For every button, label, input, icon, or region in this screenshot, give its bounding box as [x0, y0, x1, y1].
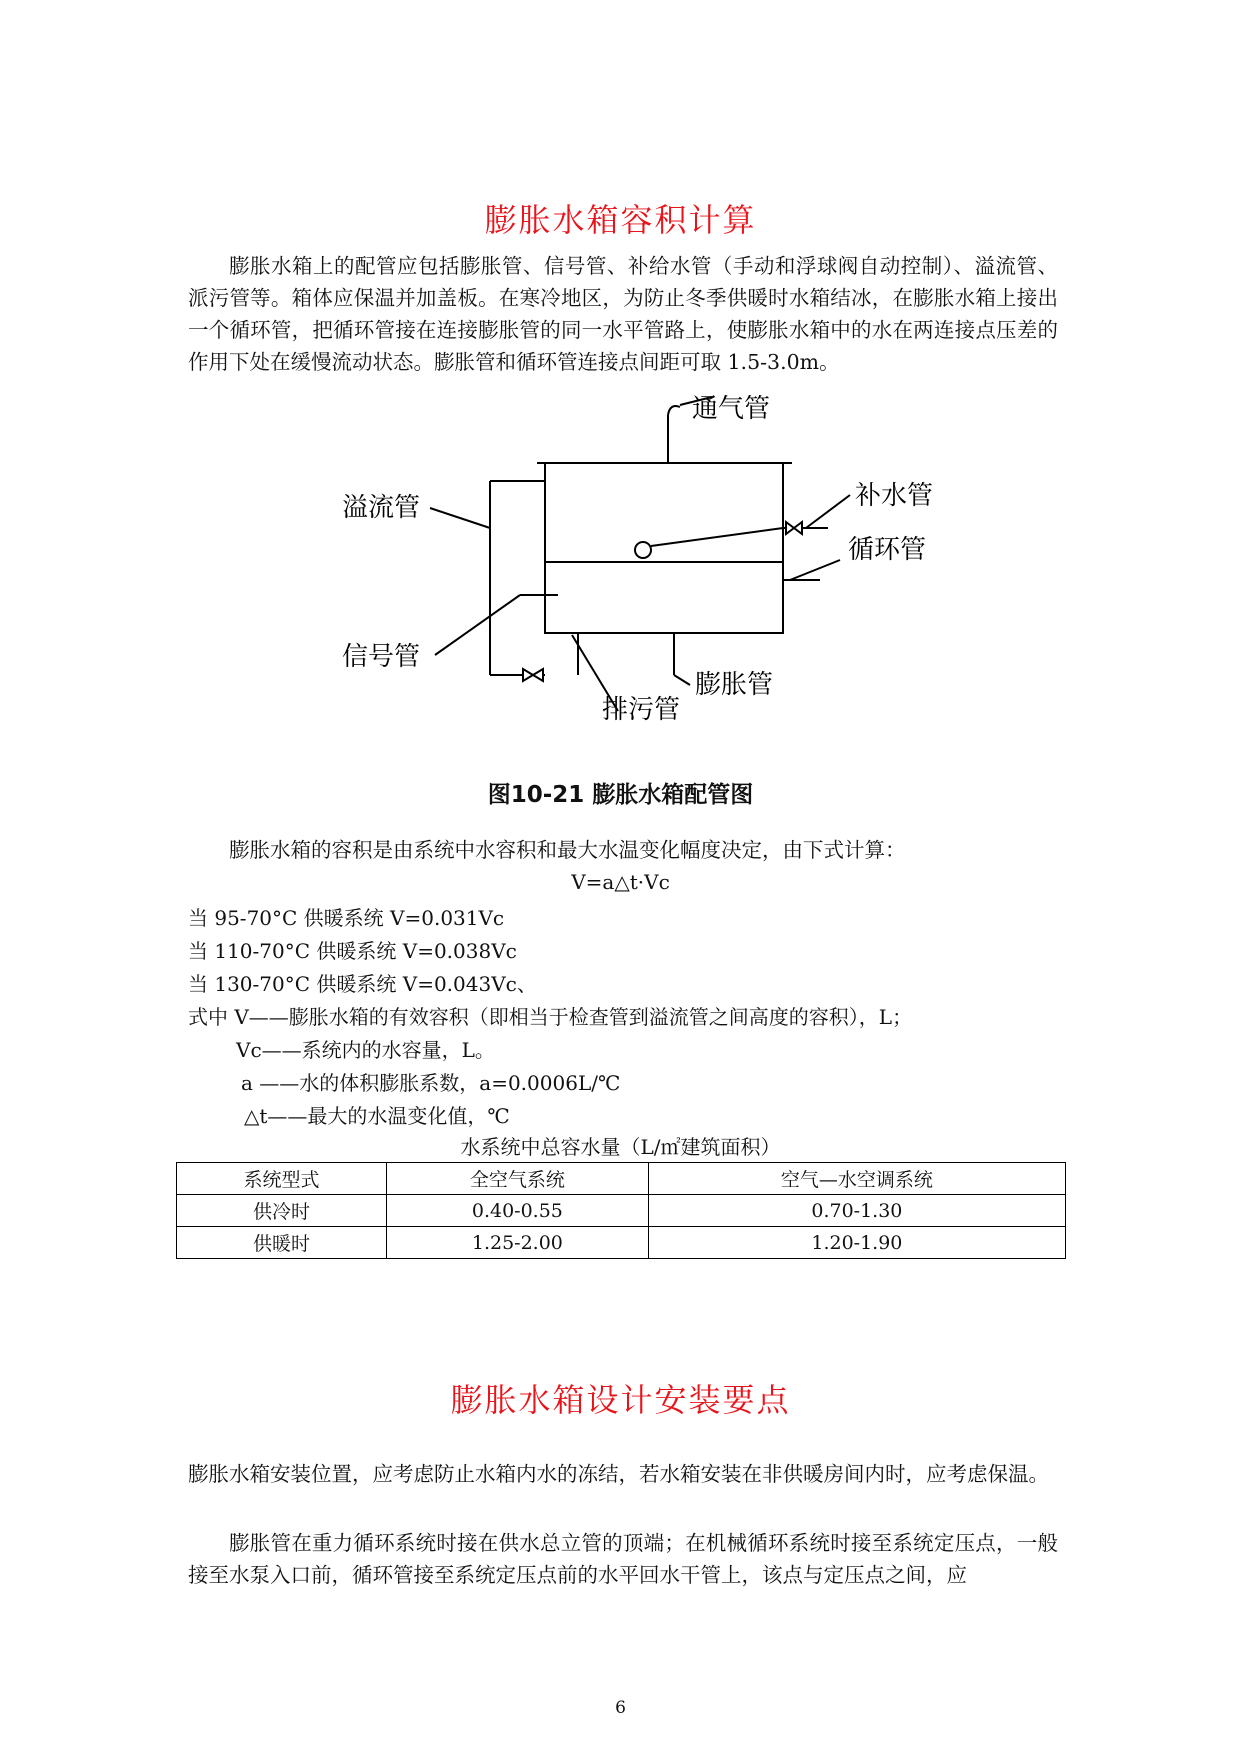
label-circulation-pipe: 循环管: [848, 535, 927, 565]
formula: V=a△t·Vc: [571, 870, 670, 894]
install-paragraph: 膨胀管在重力循环系统时接在供水总立管的顶端；在机械循环系统时接至系统定压点，一般接至水泵入口前，循环管接至系统定压点前的水平回水干管上，该点与定压点之间，应: [188, 1531, 1058, 1587]
label-expansion-pipe: 膨胀管: [695, 670, 774, 700]
case-line: 当 110-70°C 供暖系统 V=0.038Vc: [188, 939, 517, 963]
figure-caption: 图10-21 膨胀水箱配管图: [487, 782, 754, 808]
float-ball: [635, 542, 651, 558]
intro-paragraph: 膨胀水箱上的配管应包括膨胀管、信号管、补给水管（手动和浮球阀自动控制）、溢流管、派污管等。箱体应保温并加盖板。在寒冷地区，为防止冬季供暖时水箱结冰，在膨胀水箱上接出一个循环管，把循环管接在连接膨胀管的同一水平管路上，使膨胀水箱中的水在两连接点压差的作用下处在缓慢流动状态。膨胀管和循环管连接点间距可取 1.5-3.0m。: [188, 254, 1058, 374]
overflow-leader: [430, 508, 490, 528]
water-volume-table: [176, 1162, 1066, 1259]
expansion-tank-piping-diagram: [320, 395, 960, 725]
makeup-leader: [806, 495, 850, 528]
label-vent-pipe: 通气管: [692, 395, 771, 424]
install-paragraph: 膨胀水箱安装位置，应考虑防止水箱内水的冻结，若水箱安装在非供暖房间内时，应考虑保温。: [188, 1462, 1049, 1486]
label-drain-pipe: 排污管: [602, 695, 681, 725]
tank-body: [545, 463, 783, 633]
makeup-pipe-inner: [651, 528, 783, 546]
page-number: 6: [615, 1698, 626, 1718]
table-header-row: [177, 1163, 1066, 1195]
table-cell: 供暖时: [177, 1227, 387, 1259]
table-cell: 0.40-0.55: [386, 1195, 648, 1227]
calc-intro: 膨胀水箱的容积是由系统中水容积和最大水温变化幅度决定，由下式计算：: [229, 838, 906, 862]
vent-hook: [668, 406, 680, 415]
expansion-leader: [674, 675, 690, 685]
table-row: [177, 1227, 1066, 1259]
table-cell: 供冷时: [177, 1195, 387, 1227]
label-overflow-pipe: 溢流管: [342, 493, 421, 523]
makeup-valve: [786, 522, 802, 534]
label-signal-pipe: 信号管: [342, 642, 421, 672]
case-line: 当 130-70°C 供暖系统 V=0.043Vc、: [188, 972, 537, 996]
table-caption: 水系统中总容水量（L/㎡建筑面积）: [460, 1135, 781, 1159]
definition-line: Vc——系统内的水容量，L。: [236, 1038, 495, 1062]
signal-leader: [435, 595, 520, 655]
section-title: 膨胀水箱设计安装要点: [450, 1381, 791, 1419]
table-cell: 0.70-1.30: [648, 1195, 1065, 1227]
case-line: 当 95-70°C 供暖系统 V=0.031Vc: [188, 906, 505, 930]
section-title: 膨胀水箱容积计算: [484, 201, 757, 239]
table-cell: 1.25-2.00: [386, 1227, 648, 1259]
definition-line: △t——最大的水温变化值，℃: [244, 1104, 510, 1128]
definition-line: 式中 V——膨胀水箱的有效容积（即相当于检查管到溢流管之间高度的容积），L；: [188, 1005, 913, 1029]
label-makeup-pipe: 补水管: [855, 481, 934, 511]
table-header-cell: 全空气系统: [386, 1163, 648, 1195]
table-row: [177, 1195, 1066, 1227]
table-header-cell: 系统型式: [177, 1163, 387, 1195]
circulation-leader: [790, 560, 840, 580]
definition-line: a ——水的体积膨胀系数，a=0.0006L/℃: [241, 1071, 621, 1095]
table-header-cell: 空气—水空调系统: [648, 1163, 1065, 1195]
drain-valve: [523, 669, 543, 681]
table-cell: 1.20-1.90: [648, 1227, 1065, 1259]
